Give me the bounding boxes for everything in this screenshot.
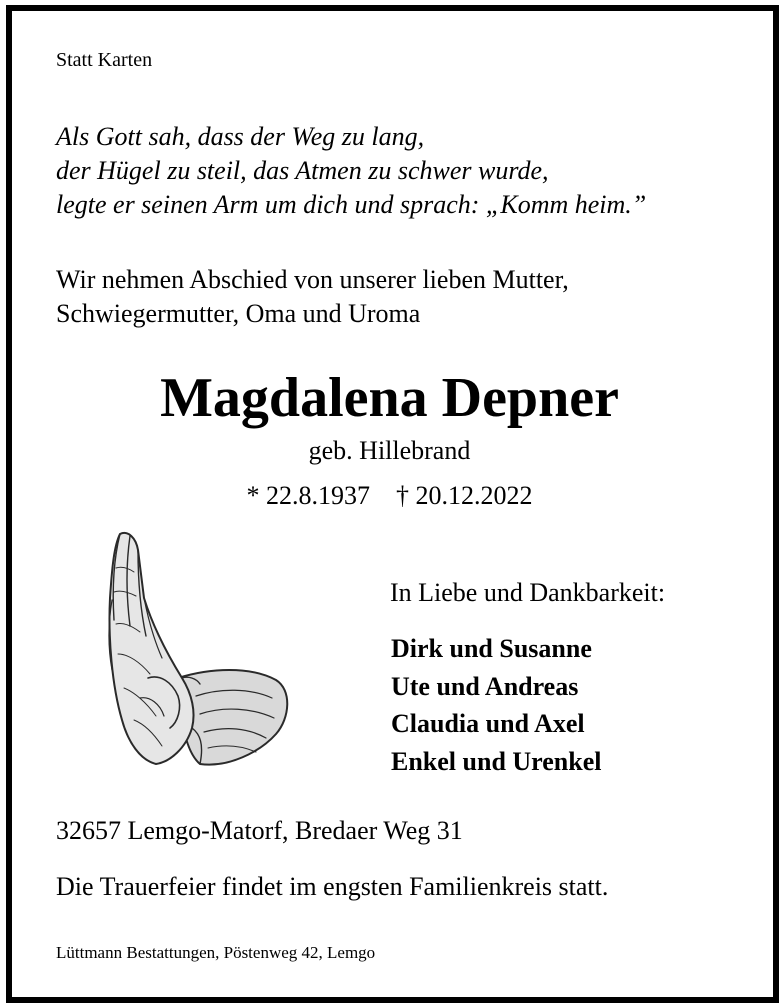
praying-hands-icon [100,528,292,776]
intro-line: Schwiegermutter, Oma und Uroma [56,299,421,328]
address-text: 32657 Lemgo-Matorf, Bredaer Weg 31 [56,816,463,845]
header-text: Statt Karten [56,49,153,71]
poem-line: legte er seinen Arm um dich und sprach: „Komm heim.” [56,190,647,219]
mourners-list [391,630,601,780]
poem-line: Als Gott sah, dass der Weg zu lang, [56,122,425,151]
life-dates [0,483,779,509]
mourner-name: Claudia und Axel [391,709,585,738]
undertaker-info: Lüttmann Bestattungen, Pöstenweg 42, Lemgo [56,943,376,962]
birth-date: * 22.8.1937 [246,481,370,510]
mourner-name: Dirk und Susanne [391,634,592,663]
birth-name: geb. Hillebrand [308,436,471,465]
intro-text [56,263,569,331]
deceased-name: Magdalena Depner [160,367,619,429]
mourner-name: Ute und Andreas [391,671,579,701]
death-date: † 20.12.2022 [396,481,533,510]
thanks-text: In Liebe und Dankbarkeit: [390,578,666,607]
poem-line: der Hügel zu steil, das Atmen zu schwer wurde, [56,156,549,185]
poem [56,120,646,222]
intro-line: Wir nehmen Abschied von unserer lieben Mutter, [56,265,569,294]
mourner-name: Enkel und Urenkel [391,746,602,776]
funeral-notice: Die Trauerfeier findet im engsten Familienkreis statt. [56,872,609,901]
